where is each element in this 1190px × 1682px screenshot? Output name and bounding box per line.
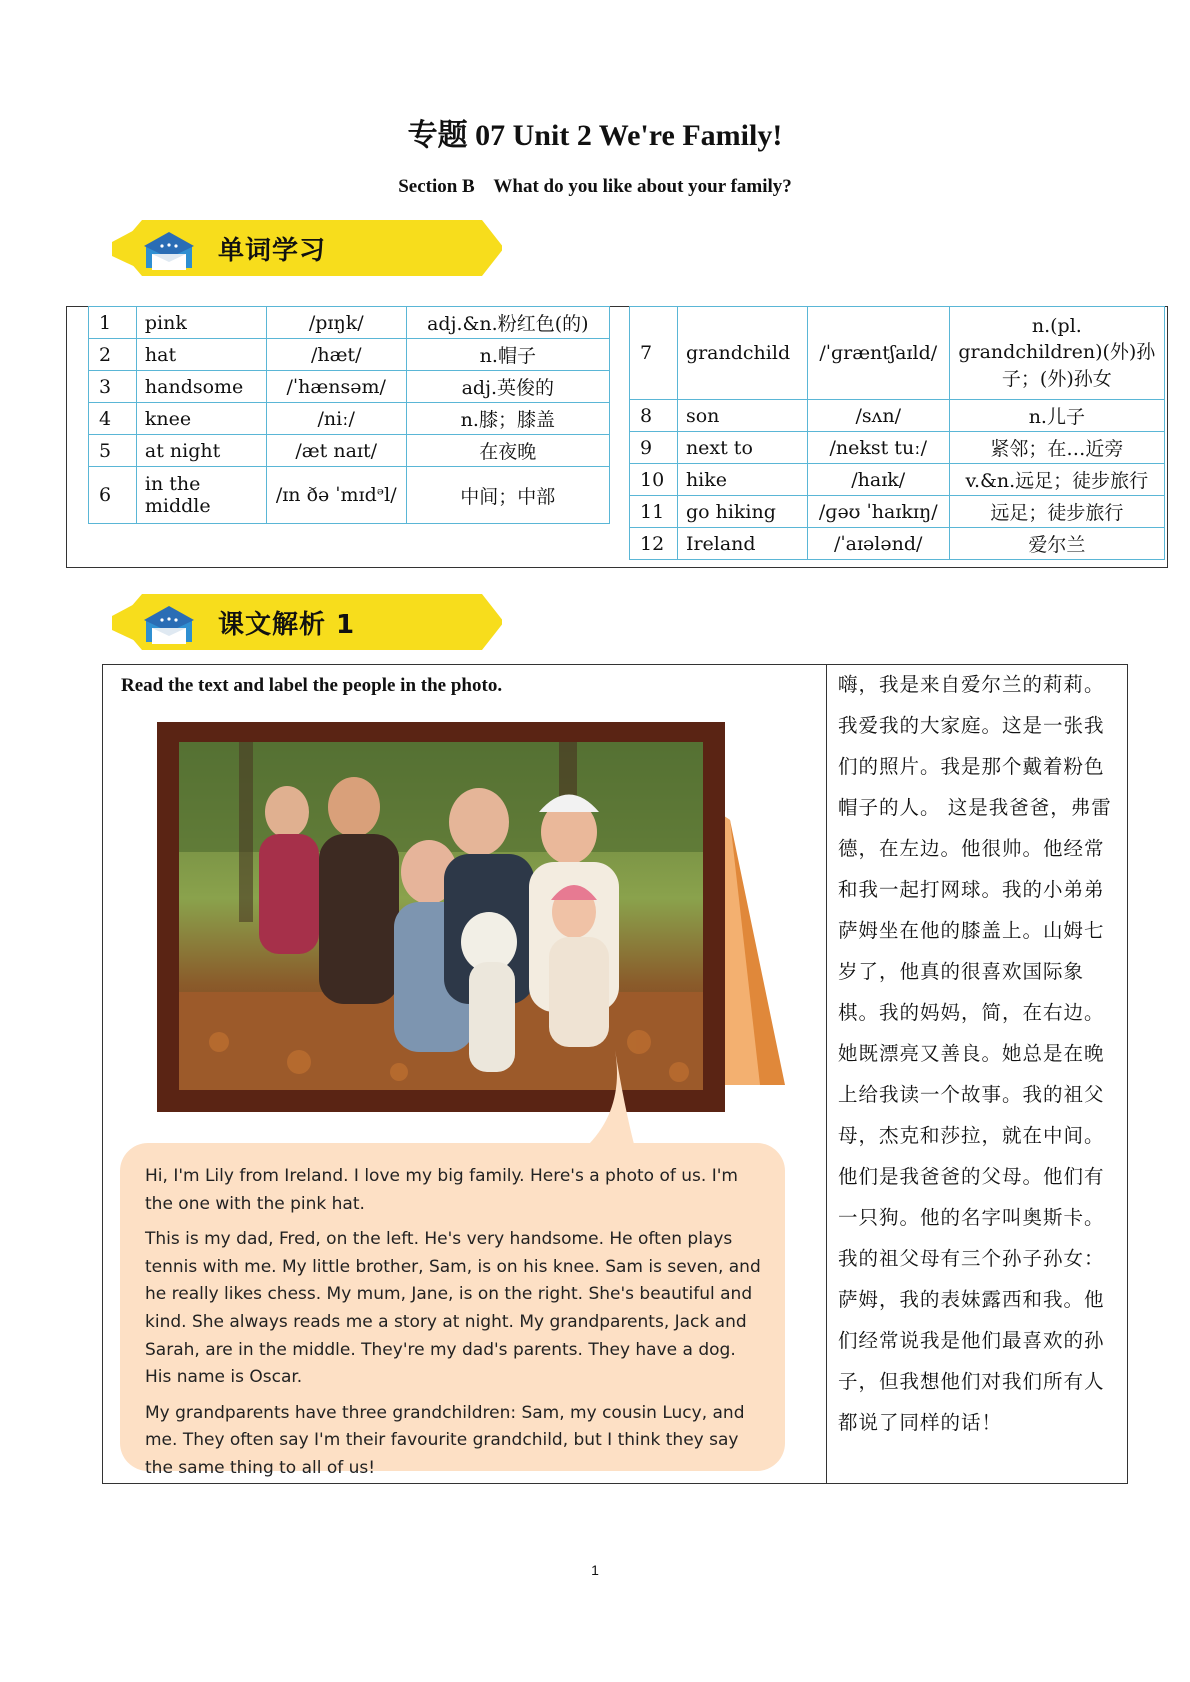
vocab-word: hike bbox=[677, 464, 807, 496]
vocab-phonetic: /pɪŋk/ bbox=[266, 307, 406, 339]
vocab-phonetic: /ɪn ðə ˈmɪdᵊl/ bbox=[266, 467, 406, 524]
vocab-phonetic: /ɡəʊ ˈhaɪkɪŋ/ bbox=[807, 496, 949, 528]
vocab-word: go hiking bbox=[677, 496, 807, 528]
vocab-row bbox=[89, 371, 610, 403]
vocab-banner-title: 单词学习 bbox=[218, 236, 327, 266]
vocab-word: hat bbox=[136, 339, 266, 371]
vocab-meaning: v.&n.远足；徒步旅行 bbox=[949, 464, 1164, 496]
text-analysis-banner bbox=[112, 586, 502, 658]
vocab-meaning: adj.&n.粉红色(的) bbox=[406, 307, 609, 339]
vocab-word: son bbox=[677, 400, 807, 432]
passage-paragraph: My grandparents have three grandchildren: Sam, my cousin Lucy, and me. They often say I'm their favourite grandchild, but I think they say the same thing to all of us! bbox=[145, 1402, 745, 1478]
vocab-phonetic: /æt naɪt/ bbox=[266, 435, 406, 467]
family-photo-frame bbox=[157, 722, 725, 1112]
vocab-meaning: 爱尔兰 bbox=[949, 528, 1164, 560]
vocab-number: 3 bbox=[89, 371, 137, 403]
speech-bubble-pointer bbox=[555, 1050, 635, 1150]
family-photo bbox=[179, 742, 703, 1090]
vocab-meaning: 在夜晚 bbox=[406, 435, 609, 467]
vocab-number: 12 bbox=[630, 528, 678, 560]
passage-bubble bbox=[120, 1143, 785, 1478]
vocab-number: 4 bbox=[89, 403, 137, 435]
vocab-row bbox=[630, 464, 1165, 496]
vocab-word: next to bbox=[677, 432, 807, 464]
vocab-number: 9 bbox=[630, 432, 678, 464]
vocab-phonetic: /sʌn/ bbox=[807, 400, 949, 432]
vocab-phonetic: /hæt/ bbox=[266, 339, 406, 371]
vocab-phonetic: /ˈaɪələnd/ bbox=[807, 528, 949, 560]
vocab-row bbox=[630, 307, 1165, 400]
vocab-table-left bbox=[88, 306, 610, 524]
vocab-word: in the middle bbox=[136, 467, 266, 524]
vocab-phonetic: /niː/ bbox=[266, 403, 406, 435]
vocab-row bbox=[630, 432, 1165, 464]
vocab-banner bbox=[112, 212, 502, 284]
vocab-number: 11 bbox=[630, 496, 678, 528]
vocab-phonetic: /ˈɡræntʃaɪld/ bbox=[807, 307, 949, 400]
vocab-word: at night bbox=[136, 435, 266, 467]
passage-paragraph: This is my dad, Fred, on the left. He's very handsome. He often plays tennis with me. My little brother, Sam, is on his knee. Sam is seven, and he really likes chess. My mum, Jane, is on the right. She's beautiful and kind. She always reads me a story at night. My grandparents, Jack and Sarah, are in the middle. They're my dad's parents. They have a dog. His name is Oscar. bbox=[145, 1229, 761, 1388]
page-number: 1 bbox=[591, 1562, 599, 1578]
vocab-word: Ireland bbox=[677, 528, 807, 560]
chinese-translation: 嗨，我是来自爱尔兰的莉莉。我爱我的大家庭。这是一张我们的照片。我是那个戴着粉色帽子的人。 这是我爸爸，弗雷德，在左边。他很帅。他经常和我一起打网球。我的小弟弟萨姆坐在他的膝盖上。山姆七岁了，他真的很喜欢国际象棋。我的妈妈，简，在右边。她既漂亮又善良。她总是在晚上给我读一个故事。我的祖父母，杰克和莎拉，就在中间。他们是我爸爸的父母。他们有一只狗。他的名字叫奥斯卡。我的祖父母有三个孙子孙女：萨姆，我的表妹露西和我。他们经常说我是他们最喜欢的孙子，但我想他们对我们所有人都说了同样的话！ bbox=[838, 673, 1112, 1434]
vocab-number: 1 bbox=[89, 307, 137, 339]
vocab-row bbox=[89, 339, 610, 371]
vocab-row bbox=[89, 435, 610, 467]
vocab-meaning: n.儿子 bbox=[949, 400, 1164, 432]
column-divider bbox=[826, 664, 827, 1484]
vocab-table-right bbox=[629, 306, 1165, 560]
vocab-row bbox=[89, 467, 610, 524]
vocab-meaning: 中间；中部 bbox=[406, 467, 609, 524]
vocab-meaning: 远足；徒步旅行 bbox=[949, 496, 1164, 528]
vocab-word: grandchild bbox=[677, 307, 807, 400]
vocab-meaning: n.(pl. grandchildren)(外)孙子；(外)孙女 bbox=[949, 307, 1164, 400]
vocab-number: 6 bbox=[89, 467, 137, 524]
vocab-number: 8 bbox=[630, 400, 678, 432]
passage-paragraph: Hi, I'm Lily from Ireland. I love my big family. Here's a photo of us. I'm the one with the pink hat. bbox=[145, 1166, 738, 1214]
vocab-number: 10 bbox=[630, 464, 678, 496]
vocab-row bbox=[630, 400, 1165, 432]
vocab-meaning: adj.英俊的 bbox=[406, 371, 609, 403]
text-analysis-banner-title: 课文解析 1 bbox=[218, 610, 356, 640]
vocab-number: 7 bbox=[630, 307, 678, 400]
vocab-row bbox=[89, 403, 610, 435]
vocab-meaning: 紧邻；在…近旁 bbox=[949, 432, 1164, 464]
vocab-phonetic: /ˈhænsəm/ bbox=[266, 371, 406, 403]
instruction: Read the text and label the people in the photo. bbox=[121, 675, 503, 696]
vocab-meaning: n.膝；膝盖 bbox=[406, 403, 609, 435]
vocab-word: pink bbox=[136, 307, 266, 339]
vocab-phonetic: /nekst tuː/ bbox=[807, 432, 949, 464]
vocab-row bbox=[630, 496, 1165, 528]
vocab-row bbox=[630, 528, 1165, 560]
vocab-meaning: n.帽子 bbox=[406, 339, 609, 371]
vocab-number: 5 bbox=[89, 435, 137, 467]
vocab-word: handsome bbox=[136, 371, 266, 403]
vocab-row bbox=[89, 307, 610, 339]
section-subtitle: Section B What do you like about your family? bbox=[398, 176, 792, 197]
vocab-phonetic: /haɪk/ bbox=[807, 464, 949, 496]
page-title: 专题 07 Unit 2 We're Family! bbox=[407, 119, 783, 152]
vocab-number: 2 bbox=[89, 339, 137, 371]
vocab-word: knee bbox=[136, 403, 266, 435]
